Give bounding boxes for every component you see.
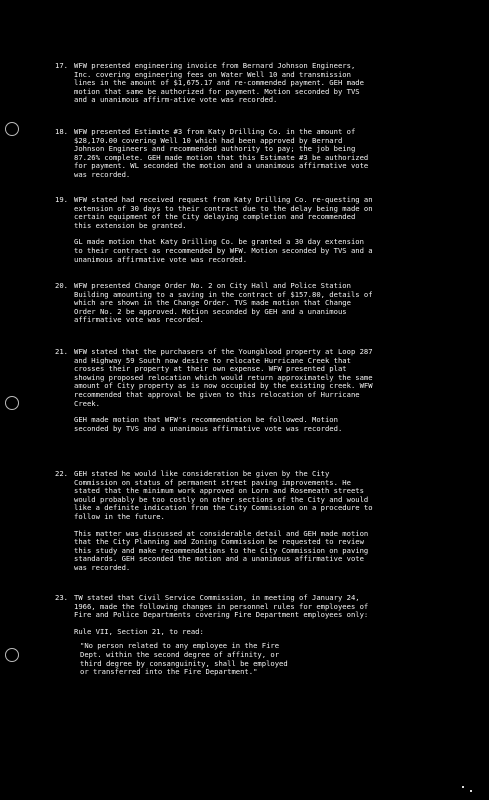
item-paragraph: GEH made motion that WFW's recommendation be followed. Motion seconded by TVS and a unanimous affirmative vote was recorded.: [74, 415, 343, 433]
item-body: [74, 196, 374, 272]
scan-speck: [462, 786, 464, 788]
item-body: [74, 128, 374, 188]
rule-heading: Rule VII, Section 21, to read:: [74, 626, 204, 636]
item-number: 19.: [55, 195, 68, 204]
rule-quote: "No person related to any employee in the Fire Dept. within the second degree of affinity, or third degree by consanguinity, shall be employed or transferred into the Fire Department.": [80, 641, 288, 677]
scan-speck: [470, 790, 472, 792]
item-paragraph: WFW stated that the purchasers of the Youngblood property at Loop 287 and Highway 59 South now desire to relocate Hurricane Creek that crosses their property at their own expense. WFW presented plat showing proposed relocation which would return approximately the same amount of City property as is now occupied by the existing creek. WFW recommended that approval be given to this relocation of Hurricane Creek.: [74, 347, 373, 408]
punch-hole: [5, 396, 19, 410]
item-number: 21.: [55, 347, 68, 356]
item-body: [74, 282, 374, 333]
item-body: [74, 62, 374, 113]
item-number: 17.: [55, 61, 68, 70]
item-body: [74, 348, 374, 441]
item-paragraph: GEH stated he would like consideration be given by the City Commission on status of permanent street paving improvements. He stated that the minimum work approved on Lorn and Rosemeath streets would probably be too costly on other sections of the City and would like a definite indication from the City Commission on a procedure to follow in the future.: [74, 469, 373, 521]
item-paragraph: WFW presented Change Order No. 2 on City Hall and Police Station Building amounting to a saving in the contract of $157.80, details of which are shown in the Change Order. TVS made motion that Change Order No. 2 be approved. Motion seconded by GEH and a unanimous affirmative vote was recorded.: [74, 281, 373, 325]
item-number: 20.: [55, 281, 68, 290]
item-number: 23.: [55, 593, 68, 602]
item-paragraph: TW stated that Civil Service Commission, in meeting of January 24, 1966, made the following changes in personnel rules for employees of Fire and Police Departments covering Fire Department employees only:: [74, 593, 369, 620]
item-body: [74, 594, 374, 677]
item-paragraph: This matter was discussed at considerable detail and GEH made motion that the City Planning and Zoning Commission be requested to review this study and make recommendations to the City Commission on paving standards. GEH seconded the motion and a unanimous affirmative vote was recorded.: [74, 528, 369, 572]
item-number: 22.: [55, 469, 68, 478]
item-paragraph: WFW presented engineering invoice from Bernard Johnson Engineers, Inc. covering engineering fees on Water Well 10 and transmission lines in the amount of $1,675.17 and re-commended payment. GEH made motion that same be authorized for payment. Motion seconded by TVS and a unanimous affirm-ative vote was recorded.: [74, 61, 364, 105]
item-paragraph: WFW presented Estimate #3 from Katy Drilling Co. in the amount of $28,170.00 covering Well 10 which had been approved by Bernard Johnson Engineers and recommended authority to pay; the job being 87.26% complete. GEH made motion that this Estimate #3 be authorized for payment. WL seconded the motion and a unanimous affirmative vote was recorded.: [74, 127, 369, 179]
item-paragraph: WFW stated had received request from Katy Drilling Co. re-questing an extension of 30 days to their contract due to the delay being made on certain equipment of the City delaying completion and recommended this extension be granted.: [74, 195, 373, 230]
punch-hole: [5, 122, 19, 136]
punch-hole: [5, 648, 19, 662]
item-number: 18.: [55, 127, 68, 136]
item-body: [74, 470, 374, 581]
item-paragraph: GL made motion that Katy Drilling Co. be granted a 30 day extension to their contract as recommended by WFW. Motion seconded by TVS and a unanimous affirmative vote was recorded.: [74, 237, 373, 264]
